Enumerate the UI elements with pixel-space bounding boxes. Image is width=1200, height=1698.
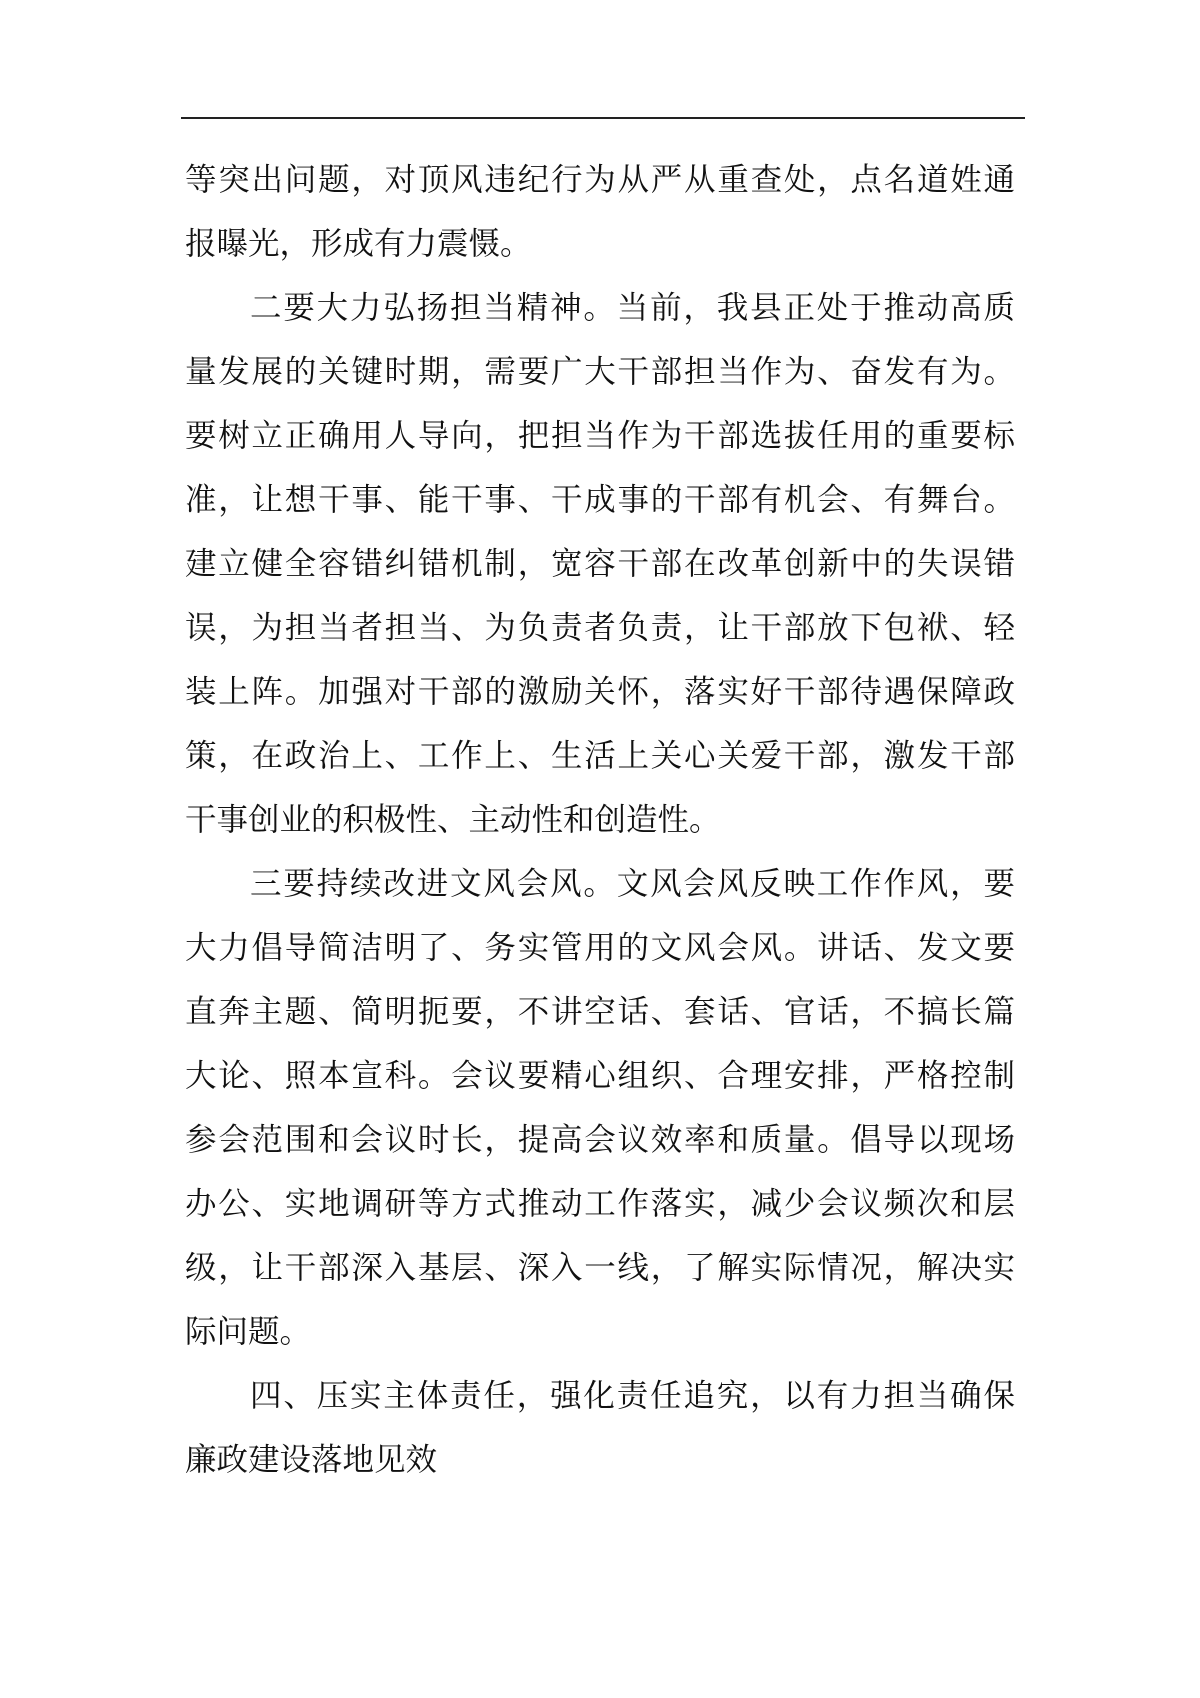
heading-line: 四、压实主体责任，强化责任追究，以有力担当确保 <box>250 1378 1015 1414</box>
text-line: 大论、照本宣科。会议要精心组织、合理安排，严格控制 <box>185 1058 1015 1094</box>
text-line: 等突出问题，对顶风违纪行为从严从重查处，点名道姓通 <box>185 162 1015 198</box>
text-line: 量发展的关键时期，需要广大干部担当作为、奋发有为。 <box>185 354 1015 390</box>
text-line: 装上阵。加强对干部的激励关怀，落实好干部待遇保障政 <box>185 674 1015 710</box>
text-line: 二要大力弘扬担当精神。当前，我县正处于推动高质 <box>250 290 1015 326</box>
text-line: 误，为担当者担当、为负责者负责，让干部放下包袱、轻 <box>185 610 1015 646</box>
text-line: 准，让想干事、能干事、干成事的干部有机会、有舞台。 <box>185 482 1015 518</box>
text-line: 际问题。 <box>185 1314 312 1350</box>
heading-line: 廉政建设落地见效 <box>185 1442 438 1478</box>
paragraph-2 <box>185 276 1015 852</box>
text-line: 直奔主题、简明扼要，不讲空话、套话、官话，不搞长篇 <box>185 994 1015 1030</box>
document-body <box>185 148 1015 1492</box>
text-line: 报曝光，形成有力震慑。 <box>185 226 532 262</box>
paragraph-1 <box>185 148 1015 276</box>
text-line: 干事创业的积极性、主动性和创造性。 <box>185 802 721 838</box>
text-line: 参会范围和会议时长，提高会议效率和质量。倡导以现场 <box>185 1122 1015 1158</box>
text-line: 建立健全容错纠错机制，宽容干部在改革创新中的失误错 <box>185 546 1015 582</box>
header-rule <box>181 117 1025 119</box>
paragraph-3 <box>185 852 1015 1364</box>
text-line: 三要持续改进文风会风。文风会风反映工作作风，要 <box>250 866 1015 902</box>
text-line: 策，在政治上、工作上、生活上关心关爱干部，激发干部 <box>185 738 1015 774</box>
text-line: 办公、实地调研等方式推动工作落实，减少会议频次和层 <box>185 1186 1015 1222</box>
text-line: 级，让干部深入基层、深入一线，了解实际情况，解决实 <box>185 1250 1015 1286</box>
section-heading-4 <box>185 1364 1015 1492</box>
text-line: 大力倡导简洁明了、务实管用的文风会风。讲话、发文要 <box>185 930 1015 966</box>
text-line: 要树立正确用人导向，把担当作为干部选拔任用的重要标 <box>185 418 1015 454</box>
